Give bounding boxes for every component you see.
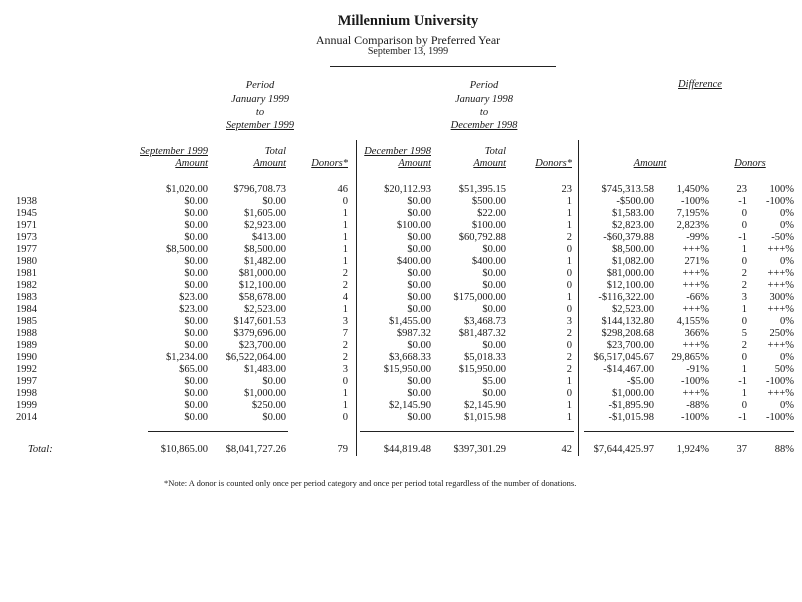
- cell-don2: 1: [566, 412, 572, 423]
- total-ddon: 37: [736, 444, 747, 455]
- cell-don2: 0: [566, 280, 572, 291]
- diff-percent-column: [654, 184, 709, 424]
- cell-sep: $0.00: [184, 340, 208, 351]
- cell-damt: $12,100.00: [606, 280, 654, 291]
- cell-tot2: $0.00: [482, 388, 506, 399]
- cell-don2: 2: [566, 328, 572, 339]
- cell-dec: $0.00: [407, 304, 431, 315]
- cell-sep: $0.00: [184, 256, 208, 267]
- institution-name: Millennium University: [337, 13, 479, 29]
- cell-don1: 2: [342, 280, 348, 291]
- cell-tot2: $60,792.88: [458, 232, 506, 243]
- period1-end: September 1999: [226, 120, 294, 131]
- cell-ddpct: 0%: [780, 220, 794, 231]
- cell-don1: 46: [337, 184, 348, 195]
- cell-ddon: 2: [741, 340, 747, 351]
- cell-don1: 1: [342, 256, 348, 267]
- cell-don1: 1: [342, 388, 348, 399]
- cell-ddpct: 0%: [780, 352, 794, 363]
- cell-don2: 0: [566, 340, 572, 351]
- cell-don2: 0: [566, 268, 572, 279]
- cell-ddpct: 300%: [769, 292, 794, 303]
- cell-tot1: $1,605.00: [244, 208, 286, 219]
- cell-damt: -$500.00: [616, 196, 654, 207]
- cell-ddpct: 50%: [774, 364, 794, 375]
- report-date: September 13, 1999: [367, 46, 449, 57]
- cell-dpct: -99%: [686, 232, 709, 243]
- cell-year: 1977: [16, 244, 37, 255]
- cell-year: 1981: [16, 268, 37, 279]
- cell-ddon: 3: [741, 292, 747, 303]
- cell-don2: 1: [566, 196, 572, 207]
- cell-dpct: 7,195%: [676, 208, 709, 219]
- cell-ddon: 0: [741, 352, 747, 363]
- cell-ddpct: 100%: [769, 184, 794, 195]
- cell-tot2: $500.00: [471, 196, 506, 207]
- cell-don2: 0: [566, 244, 572, 255]
- title-rule: [330, 66, 556, 67]
- cell-dpct: 29,865%: [671, 352, 709, 363]
- cell-year: 1980: [16, 256, 37, 267]
- cell-ddon: 0: [741, 400, 747, 411]
- cell-ddon: 23: [736, 184, 747, 195]
- cell-damt: -$1,015.98: [608, 412, 654, 423]
- cell-dpct: -91%: [686, 364, 709, 375]
- cell-year: 1998: [16, 388, 37, 399]
- cell-tot1: $0.00: [262, 196, 286, 207]
- cell-year: 2014: [16, 412, 37, 423]
- diff-donors-column: [715, 184, 747, 424]
- total2-header: Total: [484, 146, 506, 157]
- cell-ddpct: 0%: [780, 208, 794, 219]
- cell-year: 1990: [16, 352, 37, 363]
- cell-don2: 0: [566, 304, 572, 315]
- cell-damt: -$60,379.88: [603, 232, 654, 243]
- cell-dec: $0.00: [407, 268, 431, 279]
- cell-don2: 2: [566, 352, 572, 363]
- cell-tot1: $8,500.00: [244, 244, 286, 255]
- cell-damt: $23,700.00: [606, 340, 654, 351]
- total-don2: 42: [561, 444, 572, 455]
- cell-dpct: 4,155%: [676, 316, 709, 327]
- cell-ddpct: +++%: [767, 244, 794, 255]
- cell-year: 1971: [16, 220, 37, 231]
- sep1999-header: September 1999: [140, 146, 208, 157]
- cell-don2: 1: [566, 376, 572, 387]
- cell-don2: 3: [566, 316, 572, 327]
- cell-don1: 1: [342, 220, 348, 231]
- cell-tot2: $15,950.00: [458, 364, 506, 375]
- cell-don1: 1: [342, 208, 348, 219]
- cell-don2: 1: [566, 208, 572, 219]
- cell-sep: $0.00: [184, 232, 208, 243]
- cell-dec: $0.00: [407, 340, 431, 351]
- cell-year: 1982: [16, 280, 37, 291]
- diff-amount-header: Amount: [633, 158, 667, 169]
- cell-ddpct: 250%: [769, 328, 794, 339]
- cell-sep: $1,234.00: [166, 352, 208, 363]
- cell-tot2: $0.00: [482, 304, 506, 315]
- cell-dpct: 2,823%: [676, 220, 709, 231]
- cell-sep: $0.00: [184, 328, 208, 339]
- cell-dpct: -66%: [686, 292, 709, 303]
- cell-don2: 1: [566, 292, 572, 303]
- cell-dec: $0.00: [407, 280, 431, 291]
- cell-damt: -$14,467.00: [603, 364, 654, 375]
- footnote: *Note: A donor is counted only once per period category and once per period total regardless of the number of donations.: [164, 478, 577, 488]
- cell-ddon: 0: [741, 220, 747, 231]
- cell-dec: $100.00: [396, 220, 431, 231]
- cell-sep: $8,500.00: [166, 244, 208, 255]
- dec1998-amount-header: Amount: [398, 158, 431, 169]
- total-label: Total:: [28, 444, 53, 455]
- cell-dpct: +++%: [682, 388, 709, 399]
- cell-tot2: $400.00: [471, 256, 506, 267]
- cell-don1: 1: [342, 304, 348, 315]
- cell-don1: 0: [342, 412, 348, 423]
- cell-dec: $0.00: [407, 388, 431, 399]
- cell-tot2: $0.00: [482, 244, 506, 255]
- cell-dec: $3,668.33: [389, 352, 431, 363]
- cell-sep: $0.00: [184, 280, 208, 291]
- year-column: [16, 184, 56, 424]
- cell-ddon: 1: [741, 364, 747, 375]
- total-don1: 79: [337, 444, 348, 455]
- cell-tot2: $100.00: [471, 220, 506, 231]
- cell-tot2: $0.00: [482, 280, 506, 291]
- cell-dpct: +++%: [682, 244, 709, 255]
- cell-ddpct: 0%: [780, 256, 794, 267]
- cell-sep: $0.00: [184, 268, 208, 279]
- cell-dpct: -100%: [681, 412, 709, 423]
- cell-dec: $0.00: [407, 412, 431, 423]
- total1-amount-header: Amount: [253, 158, 286, 169]
- cell-sep: $0.00: [184, 400, 208, 411]
- cell-ddon: -1: [738, 412, 747, 423]
- cell-tot2: $1,015.98: [464, 412, 506, 423]
- diff-donors-header: Donors: [734, 158, 766, 169]
- cell-ddon: -1: [738, 196, 747, 207]
- dec1998-header: December 1998: [364, 146, 431, 157]
- cell-damt: -$116,322.00: [598, 292, 654, 303]
- cell-ddpct: -50%: [771, 232, 794, 243]
- cell-don1: 0: [342, 376, 348, 387]
- cell-tot2: $51,395.15: [458, 184, 506, 195]
- cell-dec: $1,455.00: [389, 316, 431, 327]
- cell-don1: 1: [342, 400, 348, 411]
- cell-year: 1973: [16, 232, 37, 243]
- cell-tot2: $22.00: [477, 208, 506, 219]
- cell-tot2: $0.00: [482, 268, 506, 279]
- cell-ddpct: -100%: [766, 196, 794, 207]
- cell-sep: $0.00: [184, 388, 208, 399]
- cell-tot1: $1,483.00: [244, 364, 286, 375]
- cell-ddpct: +++%: [767, 304, 794, 315]
- total-tot2: $397,301.29: [453, 444, 506, 455]
- cell-dec: $0.00: [407, 232, 431, 243]
- cell-dpct: +++%: [682, 268, 709, 279]
- cell-dpct: -100%: [681, 376, 709, 387]
- cell-year: 1988: [16, 328, 37, 339]
- cell-dec: $0.00: [407, 292, 431, 303]
- cell-ddpct: +++%: [767, 388, 794, 399]
- donors2-header: Donors*: [535, 158, 572, 169]
- cell-dpct: +++%: [682, 340, 709, 351]
- cell-year: 1945: [16, 208, 37, 219]
- cell-ddpct: +++%: [767, 340, 794, 351]
- cell-sep: $0.00: [184, 376, 208, 387]
- period2-to: to: [479, 107, 489, 118]
- cell-damt: -$1,895.90: [608, 400, 654, 411]
- total2-column: [420, 184, 506, 424]
- cell-dec: $15,950.00: [383, 364, 431, 375]
- cell-dec: $20,112.93: [384, 184, 431, 195]
- dec1998-column: [340, 184, 431, 424]
- cell-don2: 0: [566, 388, 572, 399]
- cell-don2: 2: [566, 364, 572, 375]
- cell-sep: $65.00: [179, 364, 208, 375]
- cell-tot1: $81,000.00: [238, 268, 286, 279]
- cell-ddon: 1: [741, 388, 747, 399]
- cell-dpct: +++%: [682, 304, 709, 315]
- cell-dec: $2,145.90: [389, 400, 431, 411]
- cell-don2: 1: [566, 220, 572, 231]
- cell-tot1: $1,000.00: [244, 388, 286, 399]
- cell-tot1: $58,678.00: [238, 292, 286, 303]
- cell-damt: $81,000.00: [606, 268, 654, 279]
- cell-tot1: $147,601.53: [233, 316, 286, 327]
- total-dec: $44,819.48: [383, 444, 431, 455]
- total2-amount-header: Amount: [473, 158, 506, 169]
- cell-year: 1938: [16, 196, 37, 207]
- cell-don1: 2: [342, 340, 348, 351]
- cell-don1: 0: [342, 196, 348, 207]
- total-tot1: $8,041,727.26: [225, 444, 286, 455]
- cell-tot1: $0.00: [262, 376, 286, 387]
- cell-ddpct: +++%: [767, 280, 794, 291]
- cell-tot1: $6,522,064.00: [225, 352, 286, 363]
- cell-damt: $1,583.00: [612, 208, 654, 219]
- cell-sep: $23.00: [179, 304, 208, 315]
- cell-don1: 4: [342, 292, 348, 303]
- cell-sep: $23.00: [179, 292, 208, 303]
- cell-ddon: 2: [741, 280, 747, 291]
- total1-header: Total: [264, 146, 286, 157]
- cell-don1: 2: [342, 268, 348, 279]
- cell-don1: 3: [342, 364, 348, 375]
- cell-ddpct: +++%: [767, 268, 794, 279]
- cell-don1: 3: [342, 316, 348, 327]
- cell-tot1: $379,696.00: [233, 328, 286, 339]
- total-dpct: 1,924%: [676, 444, 709, 455]
- cell-tot2: $175,000.00: [453, 292, 506, 303]
- cell-don2: 1: [566, 400, 572, 411]
- sep1999-amount-header: Amount: [175, 158, 208, 169]
- cell-tot1: $796,708.73: [233, 184, 286, 195]
- cell-ddon: 5: [741, 328, 747, 339]
- cell-ddon: 0: [741, 208, 747, 219]
- cell-ddon: 1: [741, 244, 747, 255]
- total-rule-3: [584, 431, 794, 432]
- total-damt: $7,644,425.97: [593, 444, 654, 455]
- cell-ddon: 0: [741, 256, 747, 267]
- cell-damt: $8,500.00: [612, 244, 654, 255]
- cell-damt: $144,132.80: [601, 316, 654, 327]
- cell-sep: $0.00: [184, 208, 208, 219]
- difference-header: Difference: [678, 79, 722, 90]
- period2-label: Period: [469, 80, 499, 91]
- cell-tot1: $2,523.00: [244, 304, 286, 315]
- donors2-column: [520, 184, 572, 424]
- total-rule-1: [148, 431, 288, 432]
- cell-sep: $0.00: [184, 220, 208, 231]
- total-ddpct: 88%: [774, 444, 794, 455]
- report-title: Annual Comparison by Preferred Year: [315, 33, 501, 47]
- cell-year: 1983: [16, 292, 37, 303]
- cell-year: 1989: [16, 340, 37, 351]
- cell-sep: $0.00: [184, 316, 208, 327]
- cell-tot2: $81,487.32: [458, 328, 506, 339]
- cell-damt: $1,082.00: [612, 256, 654, 267]
- cell-tot2: $0.00: [482, 340, 506, 351]
- cell-dpct: 366%: [684, 328, 709, 339]
- cell-don2: 23: [561, 184, 572, 195]
- cell-tot1: $1,482.00: [244, 256, 286, 267]
- cell-damt: -$5.00: [626, 376, 654, 387]
- cell-tot2: $5.00: [482, 376, 506, 387]
- cell-damt: $298,208.68: [601, 328, 654, 339]
- difference-separator: [578, 140, 579, 456]
- cell-year: 1999: [16, 400, 37, 411]
- cell-year: 1984: [16, 304, 37, 315]
- cell-dec: $0.00: [407, 196, 431, 207]
- cell-dec: $400.00: [396, 256, 431, 267]
- cell-ddon: -1: [738, 232, 747, 243]
- cell-tot2: $5,018.33: [464, 352, 506, 363]
- diff-amount-column: [590, 184, 654, 424]
- cell-dpct: 1,450%: [676, 184, 709, 195]
- cell-year: 1992: [16, 364, 37, 375]
- total-rule-2: [360, 431, 574, 432]
- cell-year: [16, 184, 56, 196]
- cell-tot1: $2,923.00: [244, 220, 286, 231]
- total1-column: [190, 184, 286, 424]
- total-sep: $10,865.00: [160, 444, 208, 455]
- cell-ddon: 0: [741, 316, 747, 327]
- cell-sep: $0.00: [184, 196, 208, 207]
- period1-to: to: [255, 107, 265, 118]
- cell-tot1: $413.00: [251, 232, 286, 243]
- cell-sep: $1,020.00: [166, 184, 208, 195]
- period1-start: January 1999: [230, 94, 290, 105]
- cell-sep: $0.00: [184, 412, 208, 423]
- cell-don2: 1: [566, 256, 572, 267]
- cell-tot2: $2,145.90: [464, 400, 506, 411]
- cell-dec: $0.00: [407, 376, 431, 387]
- cell-don1: 7: [342, 328, 348, 339]
- diff-donors-percent-column: [752, 184, 794, 424]
- cell-tot1: $250.00: [251, 400, 286, 411]
- cell-don2: 2: [566, 232, 572, 243]
- cell-ddon: 2: [741, 268, 747, 279]
- cell-dec: $0.00: [407, 208, 431, 219]
- cell-damt: $6,517,045.67: [593, 352, 654, 363]
- cell-tot1: $0.00: [262, 412, 286, 423]
- period2-end: December 1998: [450, 120, 518, 131]
- cell-ddpct: -100%: [766, 412, 794, 423]
- cell-don1: 2: [342, 352, 348, 363]
- cell-dpct: +++%: [682, 280, 709, 291]
- period2-start: January 1998: [454, 94, 514, 105]
- cell-tot1: $23,700.00: [238, 340, 286, 351]
- cell-tot1: $12,100.00: [238, 280, 286, 291]
- cell-ddon: -1: [738, 376, 747, 387]
- cell-dpct: -100%: [681, 196, 709, 207]
- cell-ddpct: 0%: [780, 316, 794, 327]
- cell-damt: $745,313.58: [601, 184, 654, 195]
- cell-dpct: -88%: [686, 400, 709, 411]
- cell-damt: $2,823.00: [612, 220, 654, 231]
- cell-don1: 1: [342, 232, 348, 243]
- cell-dec: $0.00: [407, 244, 431, 255]
- donors1-header: Donors*: [311, 158, 348, 169]
- cell-dec: $987.32: [396, 328, 431, 339]
- cell-ddpct: -100%: [766, 376, 794, 387]
- cell-year: 1997: [16, 376, 37, 387]
- cell-damt: $2,523.00: [612, 304, 654, 315]
- cell-tot2: $3,468.73: [464, 316, 506, 327]
- cell-ddon: 1: [741, 304, 747, 315]
- cell-ddpct: 0%: [780, 400, 794, 411]
- cell-dpct: 271%: [684, 256, 709, 267]
- period1-label: Period: [245, 80, 275, 91]
- cell-don1: 1: [342, 244, 348, 255]
- cell-damt: $1,000.00: [612, 388, 654, 399]
- cell-year: 1985: [16, 316, 37, 327]
